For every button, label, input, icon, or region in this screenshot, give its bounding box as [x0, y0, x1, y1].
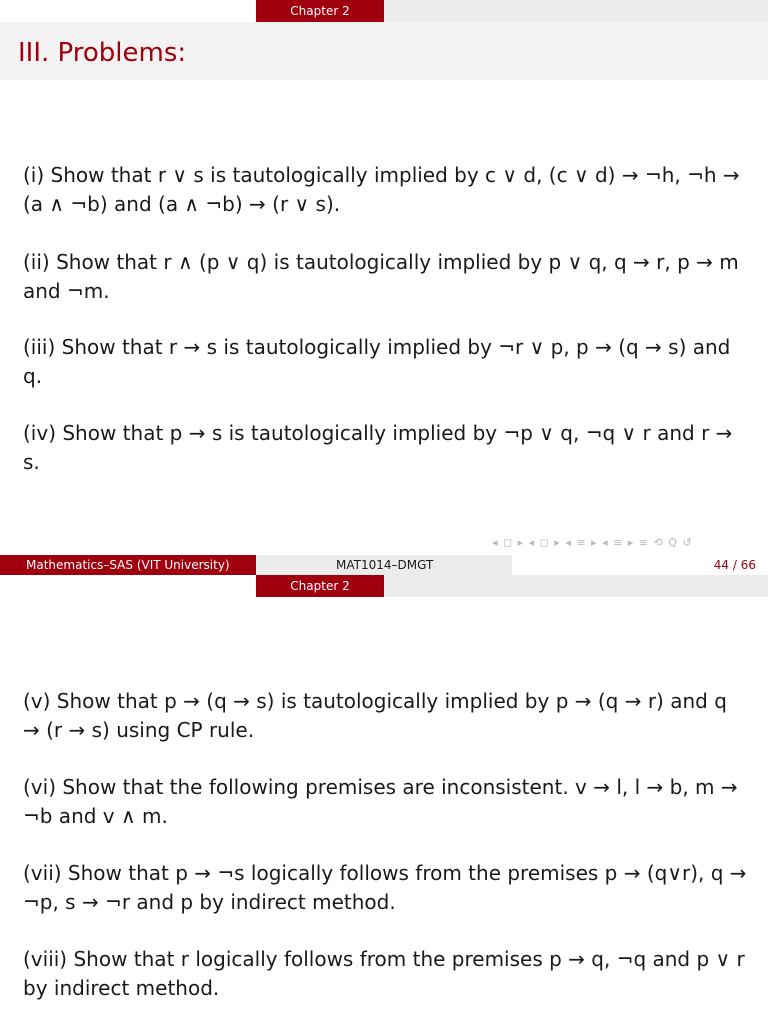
header-bar: [0, 0, 768, 22]
problem-vi: (vi) Show that the following premises are inconsistent. v → l, l → b, m → ¬b and v ∧ m.: [23, 775, 738, 828]
header-right-2: [384, 575, 768, 597]
header-left: [0, 0, 256, 22]
problem-ii: (ii) Show that r ∧ (p ∨ q) is tautologically implied by p ∨ q, q → r, p → m and ¬m.: [23, 250, 739, 303]
header-right: [384, 0, 768, 22]
slide-title-bar: [0, 22, 768, 80]
beamer-navigation-icons[interactable]: ◂ ◻ ▸ ◂ ◻ ▸ ◂ ≡ ▸ ◂ ≡ ▸ ≡ ⟲ Q ↺: [492, 536, 693, 549]
problem-v: (v) Show that p → (q → s) is tautologically implied by p → (q → r) and q → (r → s) using CP rule.: [23, 689, 727, 742]
footer-page-number: 44 / 66: [512, 555, 768, 575]
problem-iv: (iv) Show that p → s is tautologically implied by ¬p ∨ q, ¬q ∨ r and r → s.: [23, 421, 733, 474]
footer-course: MAT1014–DMGT: [256, 555, 512, 575]
problem-i: (i) Show that r ∨ s is tautologically implied by c ∨ d, (c ∨ d) → ¬h, ¬h → (a ∧ ¬b) and (a ∧ ¬b) → (r ∨ s).: [23, 163, 740, 216]
footer-bar: [0, 555, 768, 575]
slide-title: III. Problems:: [18, 38, 187, 68]
problem-viii: (viii) Show that r logically follows from the premises p → q, ¬q and p ∨ r by indirect method.: [23, 947, 745, 1000]
chapter-label: Chapter 2: [256, 0, 384, 22]
chapter-label-2: Chapter 2: [256, 575, 384, 597]
footer-author: Mathematics–SAS (VIT University): [0, 555, 256, 575]
problem-vii: (vii) Show that p → ¬s logically follows from the premises p → (q∨r), q → ¬p, s → ¬r and p by indirect method.: [23, 861, 747, 914]
header-bar-2: [0, 575, 768, 597]
problem-iii: (iii) Show that r → s is tautologically implied by ¬r ∨ p, p → (q → s) and q.: [23, 335, 731, 388]
header-left-2: [0, 575, 256, 597]
